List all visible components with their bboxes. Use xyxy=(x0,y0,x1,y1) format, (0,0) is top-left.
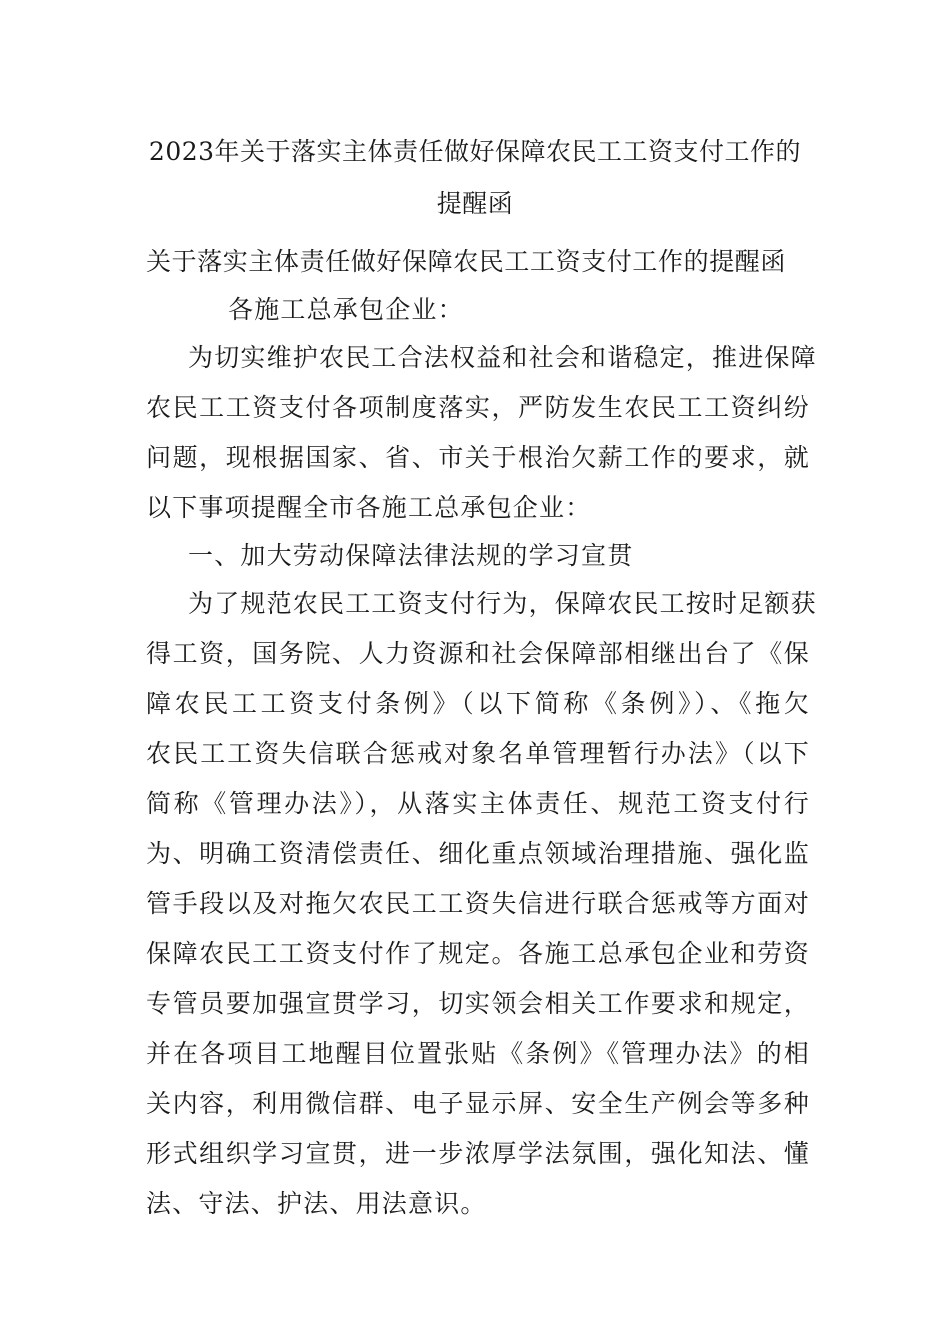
paragraph-2-line: 障农民工工资支付条例》（以下简称《条例》）、《拖欠 xyxy=(146,689,810,718)
document-title-line-2: 提醒函 xyxy=(436,189,514,218)
salutation: 各施工总承包企业： xyxy=(228,295,464,324)
paragraph-1-line: 农民工工资支付各项制度落实，严防发生农民工工资纠纷 xyxy=(146,393,810,422)
paragraph-2-line: 为了规范农民工工资支付行为，保障农民工按时足额获 xyxy=(188,589,817,618)
paragraph-2-line: 形式组织学习宣贯，进一步浓厚学法氛围，强化知法、懂 xyxy=(146,1139,810,1168)
document-subtitle: 关于落实主体责任做好保障农民工工资支付工作的提醒函 xyxy=(146,247,787,276)
paragraph-2-line: 农民工工资失信联合惩戒对象名单管理暂行办法》（以下 xyxy=(146,739,810,768)
paragraph-1-line: 以下事项提醒全市各施工总承包企业： xyxy=(146,493,592,522)
paragraph-2-line: 保障农民工工资支付作了规定。各施工总承包企业和劳资 xyxy=(146,939,810,968)
paragraph-2-line: 得工资，国务院、人力资源和社会保障部相继出台了《保 xyxy=(146,639,810,668)
paragraph-2-line: 专管员要加强宣贯学习，切实领会相关工作要求和规定， xyxy=(146,989,810,1018)
paragraph-2-line: 关内容，利用微信群、电子显示屏、安全生产例会等多种 xyxy=(146,1089,810,1118)
paragraph-2-line: 并在各项目工地醒目位置张贴《条例》《管理办法》的相 xyxy=(146,1039,810,1068)
paragraph-2-line: 管手段以及对拖欠农民工工资失信进行联合惩戒等方面对 xyxy=(146,889,810,918)
paragraph-2-line: 简称《管理办法》），从落实主体责任、规范工资支付行 xyxy=(146,789,810,818)
document-title-line-1: 2023年关于落实主体责任做好保障农民工工资支付工作的 xyxy=(148,137,802,166)
paragraph-2-line: 法、守法、护法、用法意识。 xyxy=(146,1189,487,1218)
paragraph-1-line: 问题，现根据国家、省、市关于根治欠薪工作的要求，就 xyxy=(146,443,810,472)
section-1-heading: 一、加大劳动保障法律法规的学习宣贯 xyxy=(188,541,634,570)
paragraph-2-line: 为、明确工资清偿责任、细化重点领域治理措施、强化监 xyxy=(146,839,810,868)
paragraph-1-line: 为切实维护农民工合法权益和社会和谐稳定，推进保障 xyxy=(188,343,817,372)
